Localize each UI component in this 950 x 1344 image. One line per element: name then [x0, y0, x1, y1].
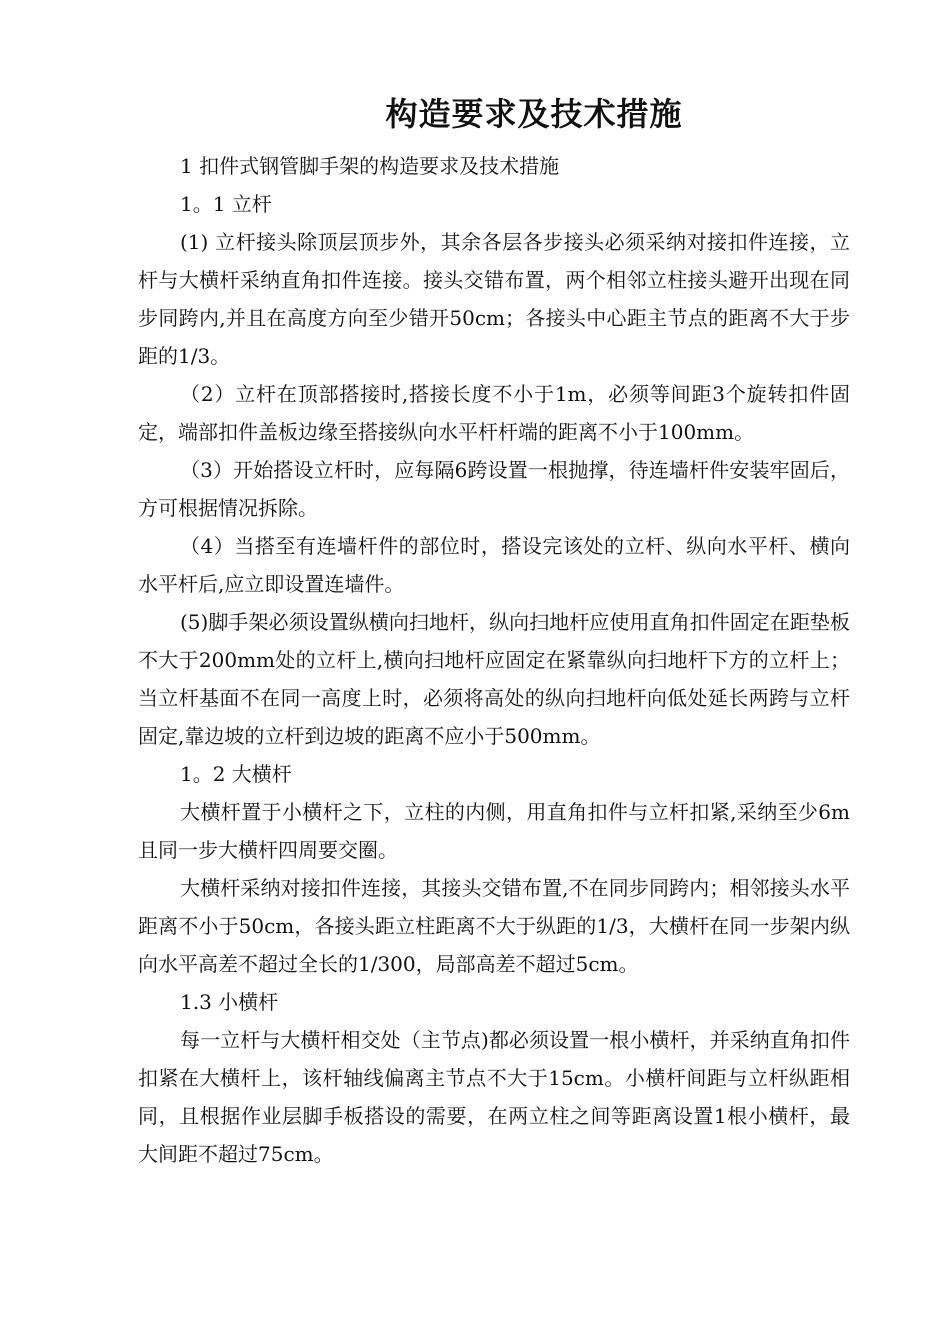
paragraph-1-1-item-5: (5)脚手架必须设置纵横向扫地杆，纵向扫地杆应使用直角扣件固定在距垫板不大于200mm处的立杆上,横向扫地杆应固定在紧靠纵向扫地杆下方的立杆上；当立杆基面不在同一高度上时，必须将高处的纵向扫地杆向低处延长两跨与立杆固定,靠边坡的立杆到边坡的距离不应小于500mm。: [138, 610, 850, 748]
subsection-heading-1-1: 1。1 立杆: [180, 192, 272, 216]
subsection-heading-1-3: 1.3 小横杆: [180, 990, 279, 1014]
document-body: [138, 147, 850, 1173]
paragraph-1-3-item-1: 每一立杆与大横杆相交处（主节点)都必须设置一根小横杆，并采纳直角扣件扣紧在大横杆上，该杆轴线偏离主节点不大于15cm。小横杆间距与立杆纵距相同，且根据作业层脚手板搭设的需要，在两立柱之间等距离设置1根小横杆，最大间距不超过75cm。: [138, 1028, 850, 1166]
section-heading-1: 1 扣件式钢管脚手架的构造要求及技术措施: [180, 154, 560, 178]
document-title: 构造要求及技术措施: [385, 95, 683, 133]
paragraph-1-1-item-3: （3）开始搭设立杆时，应每隔6跨设置一根抛撑，待连墙杆件安装牢固后，方可根据情况拆除。: [138, 458, 850, 520]
paragraph-1-2-item-2: 大横杆采纳对接扣件连接，其接头交错布置,不在同步同跨内；相邻接头水平距离不小于50cm，各接头距立柱距离不大于纵距的1/3，大横杆在同一步架内纵向水平高差不超过全长的1/300，局部高差不超过5cm。: [138, 876, 850, 976]
paragraph-1-1-item-4: （4）当搭至有连墙杆件的部位时，搭设完该处的立杆、纵向水平杆、横向水平杆后,应立即设置连墙件。: [138, 534, 850, 596]
paragraph-1-1-item-2: （2）立杆在顶部搭接时,搭接长度不小于1m，必须等间距3个旋转扣件固定，端部扣件盖板边缘至搭接纵向水平杆杆端的距离不小于100mm。: [138, 382, 850, 444]
subsection-heading-1-2: 1。2 大横杆: [180, 762, 292, 786]
paragraph-1-1-item-1: (1) 立杆接头除顶层顶步外，其余各层各步接头必须采纳对接扣件连接，立杆与大横杆采纳直角扣件连接。接头交错布置，两个相邻立柱接头避开出现在同步同跨内,并且在高度方向至少错开50cm；各接头中心距主节点的距离不大于步距的1/3。: [138, 230, 850, 368]
paragraph-1-2-item-1: 大横杆置于小横杆之下，立柱的内侧，用直角扣件与立杆扣紧,采纳至少6m且同一步大横杆四周要交圈。: [138, 800, 850, 862]
